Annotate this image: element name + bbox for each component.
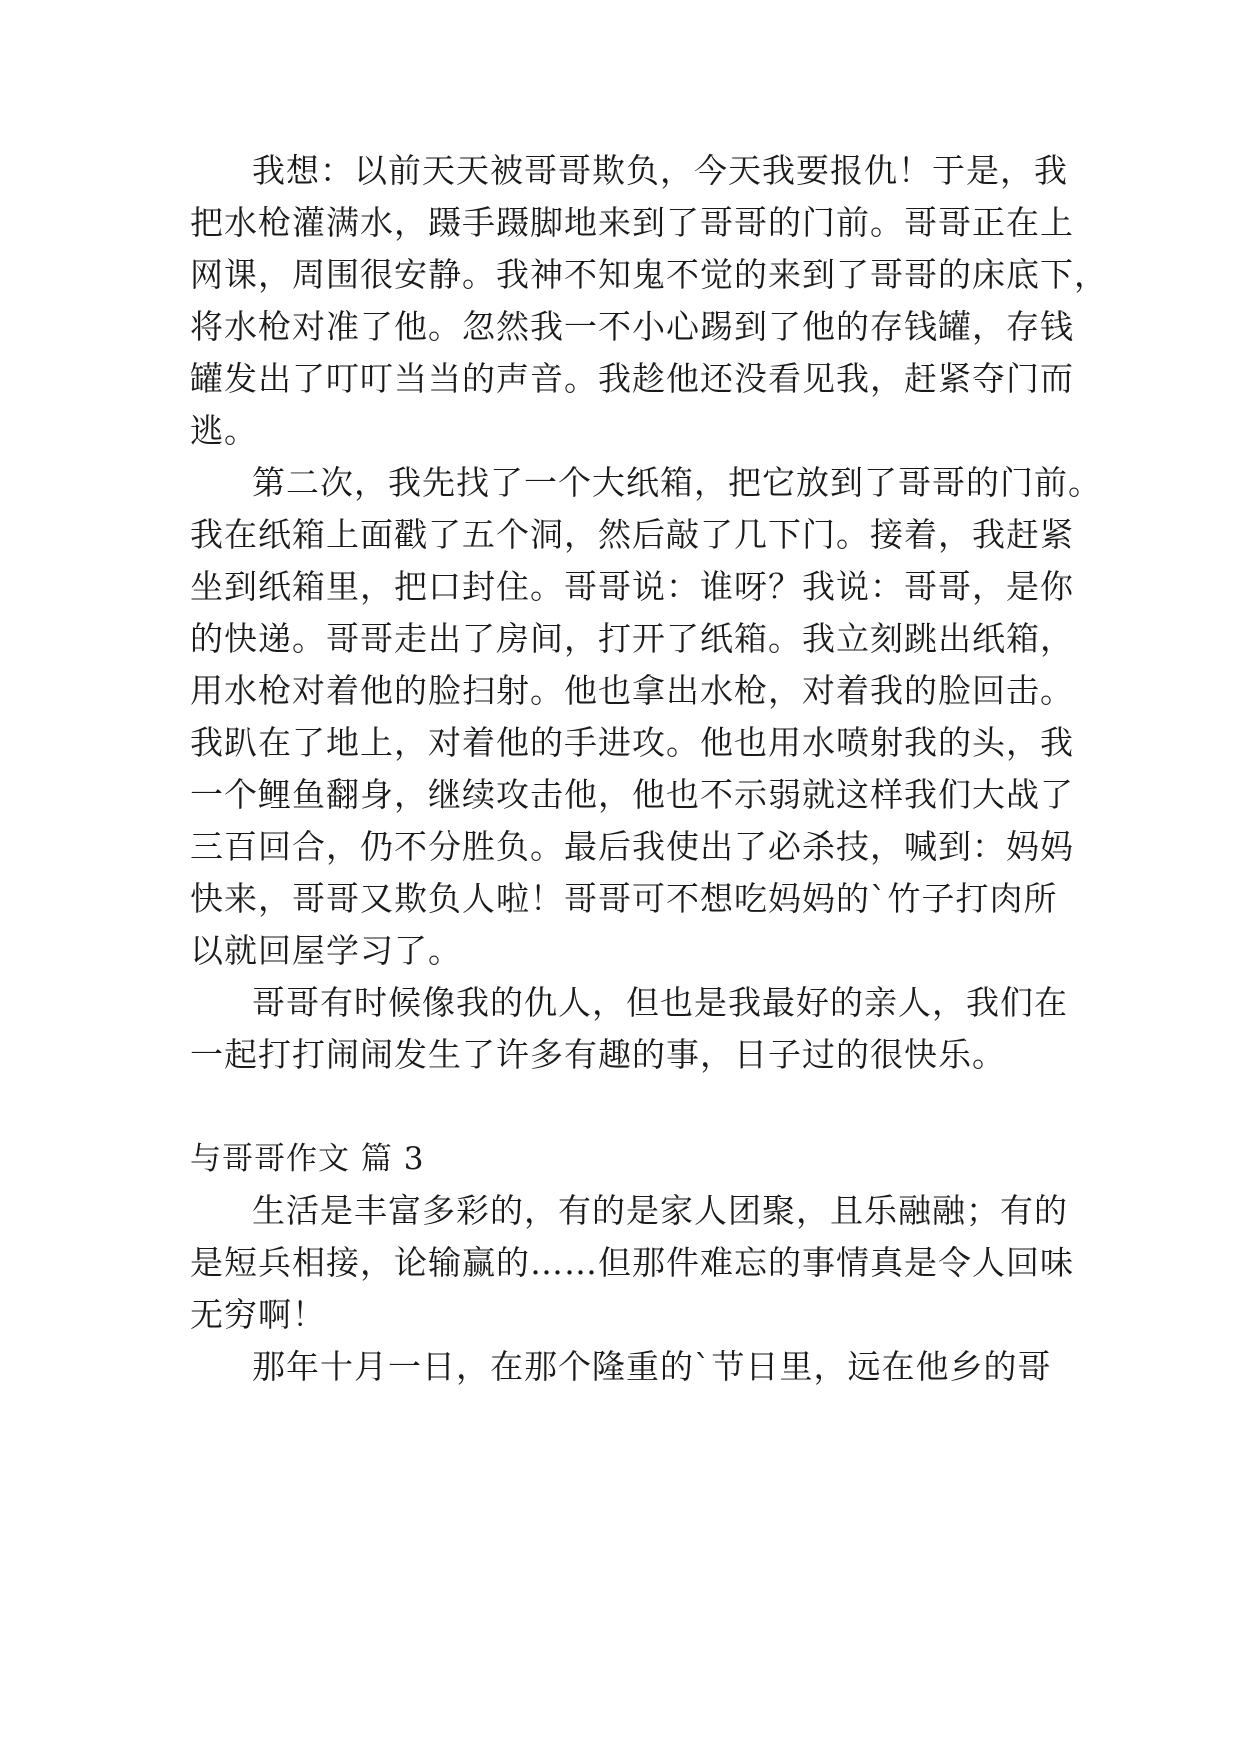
paragraph-2-line-8: 三百回合，仍不分胜负。最后我使出了必杀技，喊到：妈妈 — [190, 827, 1074, 866]
paragraph-1-line-3: 网课，周围很安静。我神不知鬼不觉的来到了哥哥的床底下， — [190, 255, 1108, 294]
paragraph-5-line-1: 那年十月一日，在那个隆重的`节日里，远在他乡的哥 — [252, 1347, 1052, 1386]
paragraph-3-line-1: 哥哥有时候像我的仇人，但也是我最好的亲人，我们在 — [252, 983, 1068, 1022]
paragraph-3-line-2: 一起打打闹闹发生了许多有趣的事，日子过的很快乐。 — [190, 1035, 1006, 1074]
paragraph-1-line-1: 我想：以前天天被哥哥欺负，今天我要报仇！于是，我 — [252, 151, 1068, 190]
paragraph-2-line-4: 的快递。哥哥走出了房间，打开了纸箱。我立刻跳出纸箱， — [190, 619, 1074, 658]
paragraph-1-line-5: 罐发出了叮叮当当的声音。我趁他还没看见我，赶紧夺门而 — [190, 359, 1074, 398]
paragraph-1-line-2: 把水枪灌满水，蹑手蹑脚地来到了哥哥的门前。哥哥正在上 — [190, 203, 1074, 242]
paragraph-4-line-3: 无穷啊！ — [190, 1295, 326, 1334]
paragraph-2-line-6: 我趴在了地上，对着他的手进攻。他也用水喷射我的头，我 — [190, 723, 1074, 762]
paragraph-2-line-7: 一个鲤鱼翻身，继续攻击他，他也不示弱就这样我们大战了 — [190, 775, 1074, 814]
paragraph-4-line-2: 是短兵相接，论输赢的……但那件难忘的事情真是令人回味 — [190, 1243, 1074, 1282]
paragraph-2-line-3: 坐到纸箱里，把口封住。哥哥说：谁呀？我说：哥哥，是你 — [190, 567, 1074, 606]
paragraph-2-line-2: 我在纸箱上面戳了五个洞，然后敲了几下门。接着，我赶紧 — [190, 515, 1074, 554]
paragraph-1-line-4: 将水枪对准了他。忽然我一不小心踢到了他的存钱罐，存钱 — [190, 307, 1074, 346]
paragraph-1-line-6: 逃。 — [190, 411, 258, 450]
paragraph-2-line-1: 第二次，我先找了一个大纸箱，把它放到了哥哥的门前。 — [252, 463, 1102, 502]
paragraph-2-line-5: 用水枪对着他的脸扫射。他也拿出水枪，对着我的脸回击。 — [190, 671, 1074, 710]
paragraph-2-line-10: 以就回屋学习了。 — [190, 931, 462, 970]
paragraph-2-line-9: 快来，哥哥又欺负人啦！哥哥可不想吃妈妈的`竹子打肉所 — [190, 879, 1058, 918]
paragraph-4-line-1: 生活是丰富多彩的，有的是家人团聚，且乐融融；有的 — [252, 1191, 1068, 1230]
section-heading: 与哥哥作文 篇 3 — [190, 1141, 425, 1177]
